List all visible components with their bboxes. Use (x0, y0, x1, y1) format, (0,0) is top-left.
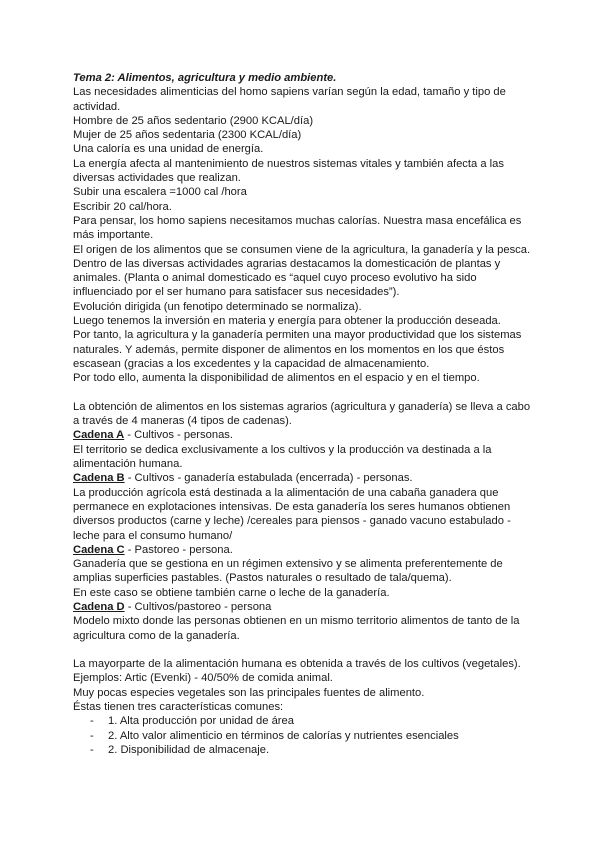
text-line: La producción agrícola está destinada a la alimentación de una cabaña ganadera que (73, 486, 499, 499)
text-line: Subir una escalera =1000 cal /hora (73, 186, 247, 199)
text-line: Evolución dirigida (un fenotipo determinado se normaliza). (73, 300, 362, 313)
text-line: La obtención de alimentos en los sistemas agrarios (agricultura y ganadería) se lleva a cabo (73, 400, 531, 413)
list-item (73, 743, 528, 757)
list-dash: - (90, 729, 94, 742)
text-line: animales. (Planta o animal domesticado es “aquel cuyo proceso evolutivo ha sido (73, 272, 477, 285)
text-line: Por tanto, la agricultura y la ganadería permiten una mayor productividad que los sistemas (73, 329, 522, 342)
text-line: a través de 4 maneras (4 tipos de cadenas). (73, 415, 292, 428)
intro-section (73, 85, 531, 385)
text-line: Escribir 20 cal/hora. (73, 200, 172, 213)
text-line: Ganadería que se gestiona en un régimen extensivo y se alimenta preferentemente de (73, 558, 503, 571)
cadena-label: Cadena C (73, 543, 125, 556)
text-line: Éstas tienen tres características comunes: (73, 701, 284, 714)
text-line: leche para el consumo humano/ (73, 529, 233, 542)
text-line: diversos productos (carne y leche) /cereales para piensos - ganado vacuno estabulado - (73, 515, 511, 528)
cadena-description: - Cultivos - ganadería estabulada (encerrada) - personas. (124, 472, 413, 485)
text-line: Por todo ello, aumenta la disponibilidad de alimentos en el espacio y en el tiempo. (73, 372, 480, 385)
list-item-text: 2. Alto valor alimenticio en términos de calorías y nutrientes esenciales (108, 729, 459, 742)
cadena-heading (73, 543, 528, 557)
text-line: Luego tenemos la inversión en materia y energía para obtener la producción deseada. (73, 315, 501, 328)
cadena-label: Cadena B (73, 472, 125, 485)
text-line: Hombre de 25 años sedentario (2900 KCAL/día) (73, 114, 314, 127)
cadena-label: Cadena A (73, 429, 125, 442)
text-line: Dentro de las diversas actividades agrarias destacamos la domesticación de plantas y (73, 257, 501, 270)
text-line: Muy pocas especies vegetales son las principales fuentes de alimento. (73, 686, 425, 699)
text-line: agricultura como de la ganadería. (73, 629, 240, 642)
cadena-heading (73, 471, 528, 485)
obtencion-section (73, 400, 531, 429)
text-line: permanece en explotaciones intensivas. De esta ganadería los seres humanos obtienen (73, 500, 511, 513)
features-list (73, 714, 528, 757)
text-line: influenciado por el ser humano para satisfacer sus necesidades”). (73, 286, 400, 299)
document-body (73, 71, 531, 757)
text-line: naturales. Y además, permite disponer de alimentos en los momentos en los que éstos (73, 343, 505, 356)
text-line: El origen de los alimentos que se consumen viene de la agricultura, la ganadería y la pesca. (73, 243, 531, 256)
cadenas-section (73, 428, 528, 642)
text-line: Las necesidades alimenticias del homo sapiens varían según la edad, tamaño y tipo de (73, 86, 506, 99)
paragraph-gap (73, 386, 528, 400)
cadena-label: Cadena D (73, 600, 125, 613)
text-line: escasean (gracias a los excedentes y la capacidad de almacenamiento. (73, 357, 430, 370)
text-line: Modelo mixto donde las personas obtienen en un mismo territorio alimentos de tanto de la (73, 615, 520, 628)
list-item (73, 714, 528, 728)
text-line: diversas actividades que realizan. (73, 172, 241, 185)
text-line: El territorio se dedica exclusivamente a los cultivos y la producción va destinada a la (73, 443, 492, 456)
text-line: La mayorparte de la alimentación humana es obtenida a través de los cultivos (vegetales). (73, 658, 521, 671)
text-line: Mujer de 25 años sedentaria (2300 KCAL/día) (73, 129, 302, 142)
list-item-text: 1. Alta producción por unidad de área (108, 715, 294, 728)
text-line: amplias superficies pastables. (Pastos naturales o resultado de tala/quema). (73, 572, 452, 585)
text-line: La energía afecta al mantenimiento de nuestros sistemas vitales y también afecta a las (73, 157, 504, 170)
text-line: más importante. (73, 229, 154, 242)
cadena-description: - Cultivos/pastoreo - persona (124, 600, 272, 613)
cadena-description: - Pastoreo - persona. (124, 543, 233, 556)
text-line: En este caso se obtiene también carne o leche de la ganadería. (73, 586, 390, 599)
cadena-description: - Cultivos - personas. (124, 429, 233, 442)
cadena-heading (73, 600, 528, 614)
list-dash: - (90, 715, 94, 728)
list-item-text: 2. Disponibilidad de almacenaje. (108, 743, 270, 756)
text-line: Ejemplos: Artic (Evenki) - 40/50% de comida animal. (73, 672, 333, 685)
paragraph-gap (73, 643, 528, 657)
document-title: Tema 2: Alimentos, agricultura y medio ambiente. (73, 72, 337, 84)
cadena-heading (73, 428, 528, 442)
mayorparte-section (73, 657, 528, 714)
list-item (73, 729, 528, 743)
list-dash: - (90, 743, 94, 756)
text-line: Una caloría es una unidad de energía. (73, 143, 264, 156)
text-line: Para pensar, los homo sapiens necesitamos muchas calorías. Nuestra masa encefálica es (73, 214, 522, 227)
text-line: alimentación humana. (73, 458, 183, 471)
text-line: actividad. (73, 100, 121, 113)
